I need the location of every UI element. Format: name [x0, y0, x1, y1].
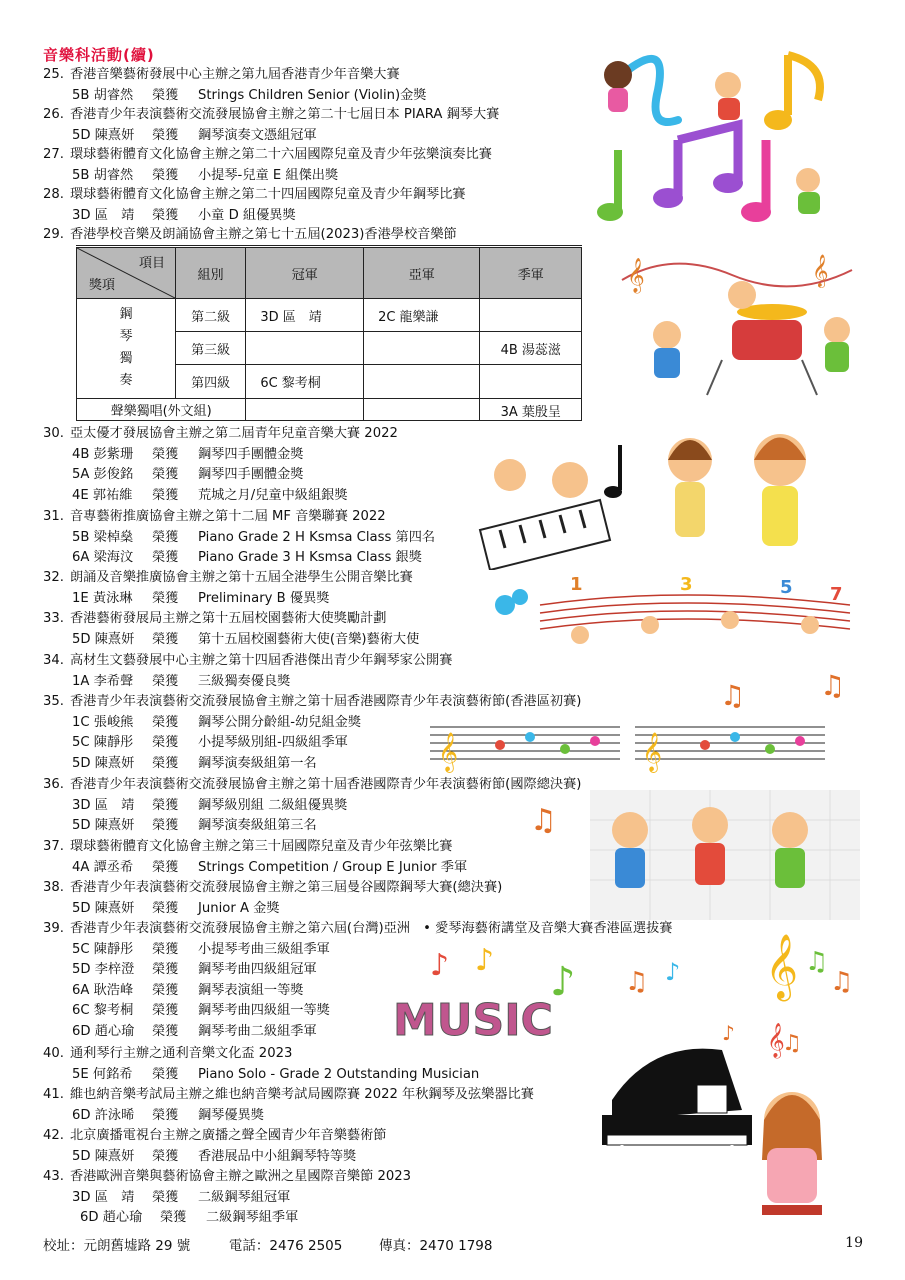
- entry-number: 30.: [43, 426, 64, 441]
- svg-text:3: 3: [680, 575, 693, 595]
- table-cell: [246, 398, 364, 420]
- svg-text:𝄞: 𝄞: [812, 254, 829, 287]
- award-row: [72, 961, 317, 979]
- entry-title-text: 環球藝術體育文化協會主辦之第二十四屆國際兒童及青少年鋼琴比賽: [69, 187, 466, 202]
- table-cell: [364, 365, 480, 398]
- entry-number: 43.: [43, 1169, 64, 1184]
- svg-text:𝄞: 𝄞: [642, 732, 663, 772]
- table-cell: 第二級: [176, 299, 246, 332]
- award-row: [72, 900, 280, 918]
- table-cell: 6C 黎考桐: [246, 365, 364, 398]
- entry-title-text: 香港藝術發展局主辦之第十五屆校園藝術大使獎勵計劃: [69, 611, 387, 626]
- award-student: 3D 區 靖: [72, 1189, 135, 1205]
- entry-title: [43, 106, 499, 124]
- award-row: [72, 714, 361, 732]
- award-row: [72, 982, 304, 1000]
- music-festival-table: [76, 245, 582, 421]
- award-award: Strings Competition / Group E Junior 季軍: [198, 859, 468, 875]
- entry-title-text: 環球藝術體育文化協會主辦之第二十六屆國際兒童及青少年弦樂演奏比賽: [69, 147, 492, 162]
- table-header: 亞軍: [364, 247, 480, 299]
- girl-playing-piano-illustration: [592, 1010, 852, 1235]
- table-cell: 2C 龍樂謙: [364, 299, 480, 332]
- award-student: 5D 李梓澄: [72, 962, 135, 978]
- svg-text:♪: ♪: [475, 943, 495, 978]
- svg-text:5: 5: [780, 577, 793, 598]
- staff-notes-decoration: [420, 665, 870, 785]
- school-address: 校址：元朗舊墟路 29 號: [43, 1238, 191, 1254]
- award-award: 荒城之月/兒童中級組銀獎: [198, 487, 348, 503]
- table-cell: [364, 398, 480, 420]
- entry-title-text: 香港青少年表演藝術交流發展協會主辦之第十屆香港國際青少年表演藝術節(國際總決賽): [69, 777, 582, 792]
- page-number: 19: [845, 1235, 863, 1251]
- award-award: 香港展品中小組鋼琴特等獎: [198, 1148, 357, 1164]
- table-cell: 第三級: [176, 332, 246, 365]
- award-row: [72, 1148, 356, 1166]
- entry-title-text: 通利琴行主辦之通利音樂文化盃 2023: [69, 1046, 293, 1061]
- award-row: [72, 859, 467, 877]
- entry-number: 27.: [43, 147, 64, 162]
- award-student: 5A 彭俊銘: [72, 467, 134, 483]
- clef-notes-decoration: [615, 925, 865, 1005]
- entry-number: 42.: [43, 1128, 64, 1143]
- table-cell: [246, 332, 364, 365]
- svg-text:1: 1: [570, 575, 583, 595]
- school-fax: 傳真：2470 1798: [378, 1238, 493, 1254]
- award-verb: 榮獲: [152, 755, 179, 771]
- award-award: 鋼琴演奏級組第一名: [198, 755, 317, 771]
- table-cell: 4B 湯蕊滋: [480, 332, 582, 365]
- table-header: 季軍: [480, 247, 582, 299]
- award-student: 6A 耿浩峰: [72, 982, 134, 998]
- award-row: [72, 167, 338, 185]
- award-row: [72, 466, 304, 484]
- table-cell: 3D 區 靖: [246, 299, 364, 332]
- award-verb: 榮獲: [152, 446, 179, 462]
- entry-title: [43, 1127, 386, 1145]
- award-award: 鋼琴級別組 二級組優異獎: [198, 797, 348, 813]
- entry-title-text: 亞太優才發展協會主辦之第二屆青年兒童音樂大賽 2022: [69, 426, 398, 441]
- entry-title-text: 香港青少年表演藝術交流發展協會主辦之第六屆(台灣)亞洲 • 愛琴海藝術講堂及音樂大賽香港區選拔賽: [69, 921, 673, 936]
- award-award: 三級獨奏優良獎: [198, 673, 291, 689]
- award-row: [72, 207, 296, 225]
- award-student: 5C 陳靜彤: [72, 941, 134, 957]
- musical-staff-illustration: [480, 575, 860, 665]
- award-award: Junior A 金獎: [198, 900, 280, 916]
- award-award: 鋼琴四手團體金獎: [198, 446, 304, 462]
- award-row: [72, 487, 348, 505]
- award-award: 鋼琴考曲二級組季軍: [198, 1024, 317, 1039]
- entry-number: 40.: [43, 1046, 64, 1061]
- table-corner-cell: [77, 247, 176, 299]
- award-row: [72, 1023, 317, 1041]
- entry-title: [43, 146, 492, 164]
- award-award: Strings Children Senior (Violin)金獎: [198, 87, 427, 103]
- award-verb: 榮獲: [152, 1066, 179, 1082]
- table-cell: 第四級: [176, 365, 246, 398]
- award-verb: 榮獲: [152, 167, 179, 183]
- table-cell: [364, 332, 480, 365]
- award-student: 3D 區 靖: [72, 207, 135, 223]
- table-cell: [480, 299, 582, 332]
- svg-text:♫: ♫: [720, 679, 746, 712]
- award-student: 5D 陳熹妍: [72, 900, 135, 916]
- award-student: 6D 趙心瑜: [72, 1024, 135, 1039]
- award-student: 4B 彭紫珊: [72, 446, 134, 462]
- footer-contact: [43, 1234, 492, 1254]
- section-title: 音樂科活動(續): [43, 46, 155, 64]
- entry-title-text: 維也納音樂考試局主辦之維也納音樂考試局國際賽 2022 年秋鋼琴及弦樂器比賽: [69, 1087, 534, 1102]
- award-row: [72, 734, 348, 752]
- piano-girls-illustration: [470, 420, 860, 570]
- award-verb: 榮獲: [152, 1189, 179, 1205]
- award-row: [80, 1209, 298, 1227]
- piano-solo-label: 鋼 琴 獨 奏: [77, 299, 176, 399]
- entry-title: [43, 652, 452, 670]
- entry-title-text: 環球藝術體育文化協會主辦之第三十屆國際兒童及青少年弦樂比賽: [69, 839, 453, 854]
- entry-title: [43, 1168, 411, 1186]
- award-student: 5B 胡睿然: [72, 87, 134, 103]
- award-row: [72, 1002, 330, 1020]
- table-cell: 3A 葉殷呈: [480, 398, 582, 420]
- award-award: 鋼琴考曲四級組一等獎: [198, 1003, 330, 1019]
- music-word: MUSIC: [393, 995, 553, 1046]
- award-row: [72, 549, 422, 567]
- award-student: 6D 許泳晞: [72, 1107, 135, 1123]
- award-verb: 榮獲: [152, 207, 179, 223]
- award-verb: 榮獲: [152, 467, 179, 483]
- svg-text:♫: ♫: [805, 947, 829, 977]
- award-row: [72, 127, 317, 145]
- svg-text:♫: ♫: [530, 803, 557, 838]
- award-verb: 榮獲: [152, 550, 179, 566]
- award-verb: 榮獲: [152, 1003, 179, 1019]
- award-award: 小童 D 組優異獎: [198, 207, 296, 223]
- award-award: Piano Grade 2 H Ksmsa Class 第四名: [198, 529, 436, 545]
- award-award: 鋼琴表演組一等獎: [198, 982, 304, 998]
- entry-title: [43, 186, 466, 204]
- award-verb: 榮獲: [152, 127, 179, 143]
- entry-number: 36.: [43, 777, 64, 792]
- entry-number: 35.: [43, 694, 64, 709]
- svg-text:♪: ♪: [430, 948, 450, 983]
- entry-title: [43, 610, 386, 628]
- award-verb: 榮獲: [152, 1107, 179, 1123]
- award-row: [72, 1189, 290, 1207]
- entry-title-text: 高材生文藝發展中心主辦之第十四屆香港傑出青少年鋼琴家公開賽: [69, 653, 453, 668]
- singing-kids-illustration: [530, 790, 860, 920]
- award-award: 小提琴考曲三級組季軍: [198, 941, 330, 957]
- entry-title: [43, 569, 413, 587]
- award-student: 6A 梁海汶: [72, 550, 134, 566]
- award-row: [72, 797, 347, 815]
- entry-number: 26.: [43, 107, 64, 122]
- award-verb: 榮獲: [152, 590, 179, 606]
- music-word-art: [385, 940, 595, 1050]
- entry-number: 41.: [43, 1087, 64, 1102]
- award-verb: 榮獲: [152, 1148, 179, 1164]
- entry-title-text: 香港青少年表演藝術交流發展協會主辦之第十屆香港國際青少年表演藝術節(香港區初賽): [69, 694, 582, 709]
- award-award: 鋼琴考曲四級組冠軍: [198, 962, 317, 978]
- award-student: 5D 陳熹妍: [72, 755, 135, 771]
- entry-title: [43, 508, 386, 526]
- award-verb: 榮獲: [152, 797, 179, 813]
- entry-number: 37.: [43, 839, 64, 854]
- award-student: 4A 譚丞希: [72, 859, 134, 875]
- corner-top-label: 項目: [138, 256, 165, 271]
- entry-title-text: 香港音樂藝術發展中心主辦之第九屆香港青少年音樂大賽: [69, 67, 400, 82]
- award-row: [72, 87, 426, 105]
- award-verb: 榮獲: [152, 87, 179, 103]
- award-verb: 榮獲: [152, 1024, 179, 1039]
- award-award: 第十五屆校園藝術大使(音樂)藝術大使: [198, 631, 420, 647]
- table-cell: [480, 365, 582, 398]
- award-award: 鋼琴演奏文憑組冠軍: [198, 127, 317, 143]
- award-row: [72, 673, 290, 691]
- award-verb: 榮獲: [152, 859, 179, 875]
- award-row: [72, 529, 435, 547]
- svg-text:♪: ♪: [665, 958, 681, 986]
- award-row: [72, 1107, 264, 1125]
- svg-text:𝄞: 𝄞: [765, 934, 799, 999]
- award-student: 6D 趙心瑜: [80, 1210, 143, 1226]
- entry-title: [43, 1086, 534, 1104]
- table-header: 冠軍: [246, 247, 364, 299]
- award-student: 5B 胡睿然: [72, 167, 134, 183]
- entry-title-text: 香港青少年表演藝術交流發展協會主辦之第三屆曼谷國際鋼琴大賽(總決賽): [69, 880, 503, 895]
- entry-number: 28.: [43, 187, 64, 202]
- award-verb: 榮獲: [152, 673, 179, 689]
- award-verb: 榮獲: [160, 1210, 187, 1226]
- award-student: 1C 張峻熊: [72, 714, 134, 730]
- award-award: 鋼琴公開分齡組-幼兒組金獎: [198, 714, 362, 730]
- entry-number: 25.: [43, 67, 64, 82]
- entry-title-text: 朗誦及音樂推廣協會主辦之第十五屆全港學生公開音樂比賽: [69, 570, 413, 585]
- award-student: 1E 黃泳琳: [72, 590, 133, 606]
- entry-number: 39.: [43, 921, 64, 936]
- entry-title-text: 香港學校音樂及朗誦協會主辦之第七十五屆(2023)香港學校音樂節: [69, 227, 457, 242]
- entry-number: 31.: [43, 509, 64, 524]
- svg-text:♪: ♪: [550, 959, 576, 1005]
- award-award: 鋼琴四手團體金獎: [198, 467, 304, 483]
- svg-text:♫: ♫: [625, 967, 649, 997]
- award-verb: 榮獲: [152, 982, 179, 998]
- award-verb: 榮獲: [152, 487, 179, 503]
- table-header: 組別: [176, 247, 246, 299]
- entry-title-text: 北京廣播電視台主辦之廣播之聲全國青少年音樂藝術節: [69, 1128, 387, 1143]
- entry-number: 34.: [43, 653, 64, 668]
- award-row: [72, 590, 329, 608]
- entry-title: [43, 920, 673, 938]
- award-award: 二級鋼琴組季軍: [206, 1210, 299, 1226]
- entry-number: 33.: [43, 611, 64, 626]
- award-row: [72, 755, 317, 773]
- award-verb: 榮獲: [152, 631, 179, 647]
- award-award: 二級鋼琴組冠軍: [198, 1189, 291, 1205]
- award-verb: 榮獲: [152, 714, 179, 730]
- award-student: 1A 李希聲: [72, 673, 134, 689]
- svg-text:♫: ♫: [820, 669, 846, 702]
- entry-title: [43, 425, 398, 443]
- entry-title-text: 香港歐洲音樂與藝術協會主辦之歐洲之星國際音樂節 2023: [69, 1169, 412, 1184]
- entry-title: [43, 879, 502, 897]
- entry-title: [43, 838, 452, 856]
- svg-text:♫: ♫: [782, 1031, 802, 1056]
- award-row: [72, 631, 419, 649]
- award-award: Piano Solo - Grade 2 Outstanding Musician: [198, 1066, 480, 1082]
- svg-text:𝄞: 𝄞: [627, 258, 645, 293]
- school-phone: 電話：2476 2505: [228, 1238, 343, 1254]
- award-student: 3D 區 靖: [72, 797, 135, 813]
- award-row: [72, 941, 330, 959]
- award-award: Preliminary B 優異獎: [198, 590, 330, 606]
- award-student: 5D 陳熹妍: [72, 631, 135, 647]
- award-award: 小提琴級別組-四級組季軍: [198, 735, 348, 751]
- award-student: 5D 陳熹妍: [72, 818, 135, 834]
- award-verb: 榮獲: [152, 900, 179, 916]
- award-verb: 榮獲: [152, 735, 179, 751]
- svg-text:♫: ♫: [830, 967, 854, 997]
- award-verb: 榮獲: [152, 818, 179, 834]
- award-student: 5E 何銘希: [72, 1066, 133, 1082]
- award-award: 鋼琴演奏級組第三名: [198, 818, 317, 834]
- svg-text:♪: ♪: [722, 1021, 735, 1045]
- entry-title: [43, 66, 400, 84]
- entry-number: 38.: [43, 880, 64, 895]
- svg-text:7: 7: [830, 584, 843, 605]
- svg-text:𝄞: 𝄞: [438, 732, 459, 772]
- award-student: 4E 郭祐維: [72, 487, 133, 503]
- award-student: 5B 梁棹燊: [72, 529, 134, 545]
- entry-title-text: 音專藝術推廣協會主辦之第十二屆 MF 音樂聯賽 2022: [69, 509, 386, 524]
- award-award: 小提琴-兒童 E 組傑出獎: [198, 167, 339, 183]
- award-row: [72, 1066, 479, 1084]
- award-student: 6C 黎考桐: [72, 1003, 134, 1019]
- award-verb: 榮獲: [152, 529, 179, 545]
- award-student: 5D 陳熹妍: [72, 127, 135, 143]
- entry-title-text: 香港青少年表演藝術交流發展協會主辦之第二十七屆日本 PIARA 鋼琴大賽: [69, 107, 500, 122]
- award-verb: 榮獲: [152, 941, 179, 957]
- entry-number: 29.: [43, 227, 64, 242]
- award-row: [72, 446, 304, 464]
- award-student: 5C 陳靜彤: [72, 735, 134, 751]
- drummer-kids-illustration: [612, 240, 862, 400]
- music-notes-kids-illustration: [588, 20, 848, 235]
- award-student: 5D 陳熹妍: [72, 1148, 135, 1164]
- award-verb: 榮獲: [152, 962, 179, 978]
- corner-bottom-label: 獎項: [89, 278, 116, 293]
- entry-title: [43, 226, 457, 244]
- entry-number: 32.: [43, 570, 64, 585]
- svg-text:𝄞: 𝄞: [767, 1023, 785, 1058]
- vocal-solo-label: 聲樂獨唱(外文組): [77, 398, 246, 420]
- award-award: 鋼琴優異獎: [198, 1107, 264, 1123]
- entry-title: [43, 1045, 292, 1063]
- award-award: Piano Grade 3 H Ksmsa Class 銀獎: [198, 550, 422, 566]
- award-row: [72, 817, 317, 835]
